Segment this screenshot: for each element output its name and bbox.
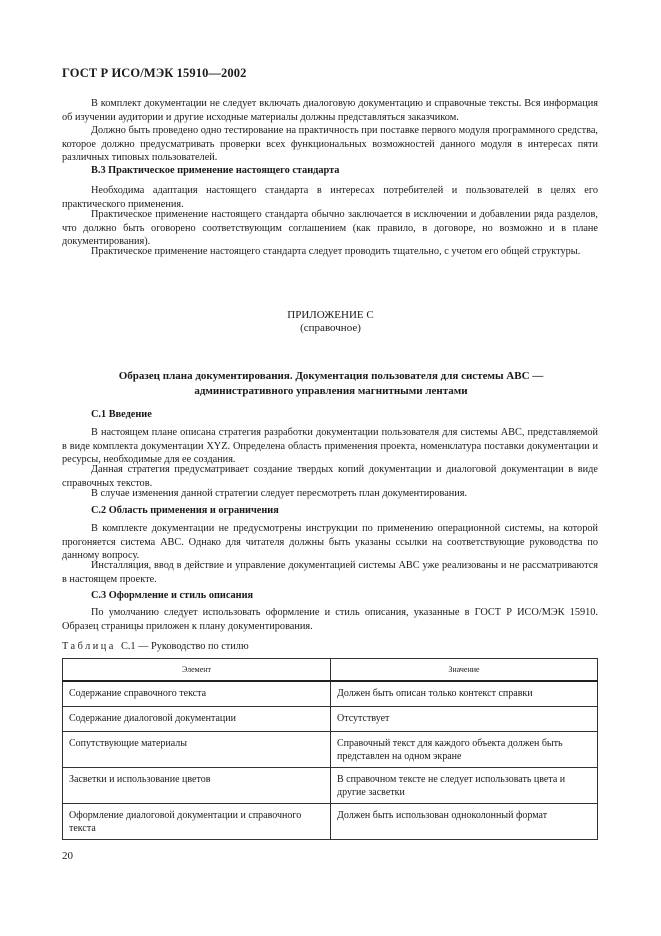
table-caption: [62, 641, 249, 652]
appendix-title-line2: административного управления магнитными лентами: [194, 385, 468, 397]
document-header: ГОСТ Р ИСО/МЭК 15910—2002: [62, 66, 247, 80]
table-row: [63, 804, 598, 840]
table-cell: В справочном тексте не следует использовать цвета и другие засветки: [331, 768, 598, 804]
table-caption-text: С.1 — Руководство по стилю: [120, 641, 249, 652]
table-cell: Содержание диалоговой документации: [63, 707, 331, 732]
section-heading-c1: С.1 Введение: [91, 409, 152, 420]
style-guide-table: [62, 658, 598, 840]
appendix-title-line1: Образец плана документирования. Документация пользователя для системы АВС —: [118, 370, 544, 382]
section-heading-c3: С.3 Оформление и стиль описания: [91, 590, 254, 601]
paragraph: В комплект документации не следует включать диалоговую документацию и справочные тексты. Вся информация об изучении аудитории и другие исходные материалы должны представляться заказчиком.: [62, 98, 598, 123]
table-cell: Содержание справочного текста: [63, 681, 331, 707]
table-caption-prefix: Таблица: [62, 641, 116, 652]
section-heading-b3: В.3 Практическое применение настоящего стандарта: [91, 165, 340, 176]
paragraph: Необходима адаптация настоящего стандарта в интересах потребителей и пользователей в целях его практического применения.: [62, 185, 598, 210]
paragraph: В комплекте документации не предусмотрены инструкции по применению операционной системы, на которой прогоняется система АВС. Однако для читателя должны быть указаны ссылки на соответствующие руководства по данному вопросу.: [62, 523, 598, 562]
section-heading-c2: С.2 Область применения и ограничения: [91, 505, 279, 516]
table-cell: Отсутствует: [331, 707, 598, 732]
paragraph: В настоящем плане описана стратегия разработки документации пользователя для системы АВС, представляемой в виде комплекта документации XYZ. Определена область применения проекта, номенклатура поставки документации и ресурсы, необходимые для ее создания.: [62, 427, 598, 466]
table-cell: Должен быть использован одноколонный формат: [331, 804, 598, 840]
table-row: [63, 768, 598, 804]
table-cell: Сопутствующие материалы: [63, 732, 331, 768]
table-header-row: [63, 659, 598, 682]
paragraph: Должно быть проведено одно тестирование на практичность при поставке первого модуля программного средства, которое должно предусматривать проверки всех функциональных возможностей данного модуля в интересах пяти различных типовых пользователей.: [62, 125, 598, 164]
paragraph: Данная стратегия предусматривает создание твердых копий документации и диалоговой документации в виде справочных текстов.: [62, 464, 598, 489]
table-cell: Справочный текст для каждого объекта должен быть представлен на одном экране: [331, 732, 598, 768]
paragraph: По умолчанию следует использовать оформление и стиль описания, указанные в ГОСТ Р ИСО/МЭК 15910. Образец страницы приложен к плану документирования.: [62, 607, 598, 632]
table-cell: Засветки и использование цветов: [63, 768, 331, 804]
table-row: [63, 732, 598, 768]
table-cell: Должен быть описан только контекст справки: [331, 681, 598, 707]
table-row: [63, 681, 598, 707]
appendix-label: ПРИЛОЖЕНИЕ С: [287, 309, 374, 321]
table-cell: Оформление диалоговой документации и справочного текста: [63, 804, 331, 840]
paragraph: Инсталляция, ввод в действие и управление документацией системы АВС уже реализованы и не рассматриваются в настоящем проекте.: [62, 560, 598, 585]
paragraph: Практическое применение настоящего стандарта следует проводить тщательно, с учетом его общей структуры.: [91, 246, 581, 257]
column-header-element: Элемент: [63, 659, 331, 682]
column-header-value: Значение: [331, 659, 598, 682]
table-row: [63, 707, 598, 732]
paragraph: В случае изменения данной стратегии следует пересмотреть план документирования.: [91, 488, 468, 499]
paragraph: Практическое применение настоящего стандарта обычно заключается в исключении и добавлении ряда разделов, что должно быть оговорено соответствующим соглашением (как правило, в договоре, но возможно и в плане документирования).: [62, 209, 598, 248]
appendix-note: (справочное): [300, 322, 361, 334]
page-number: 20: [62, 850, 73, 862]
